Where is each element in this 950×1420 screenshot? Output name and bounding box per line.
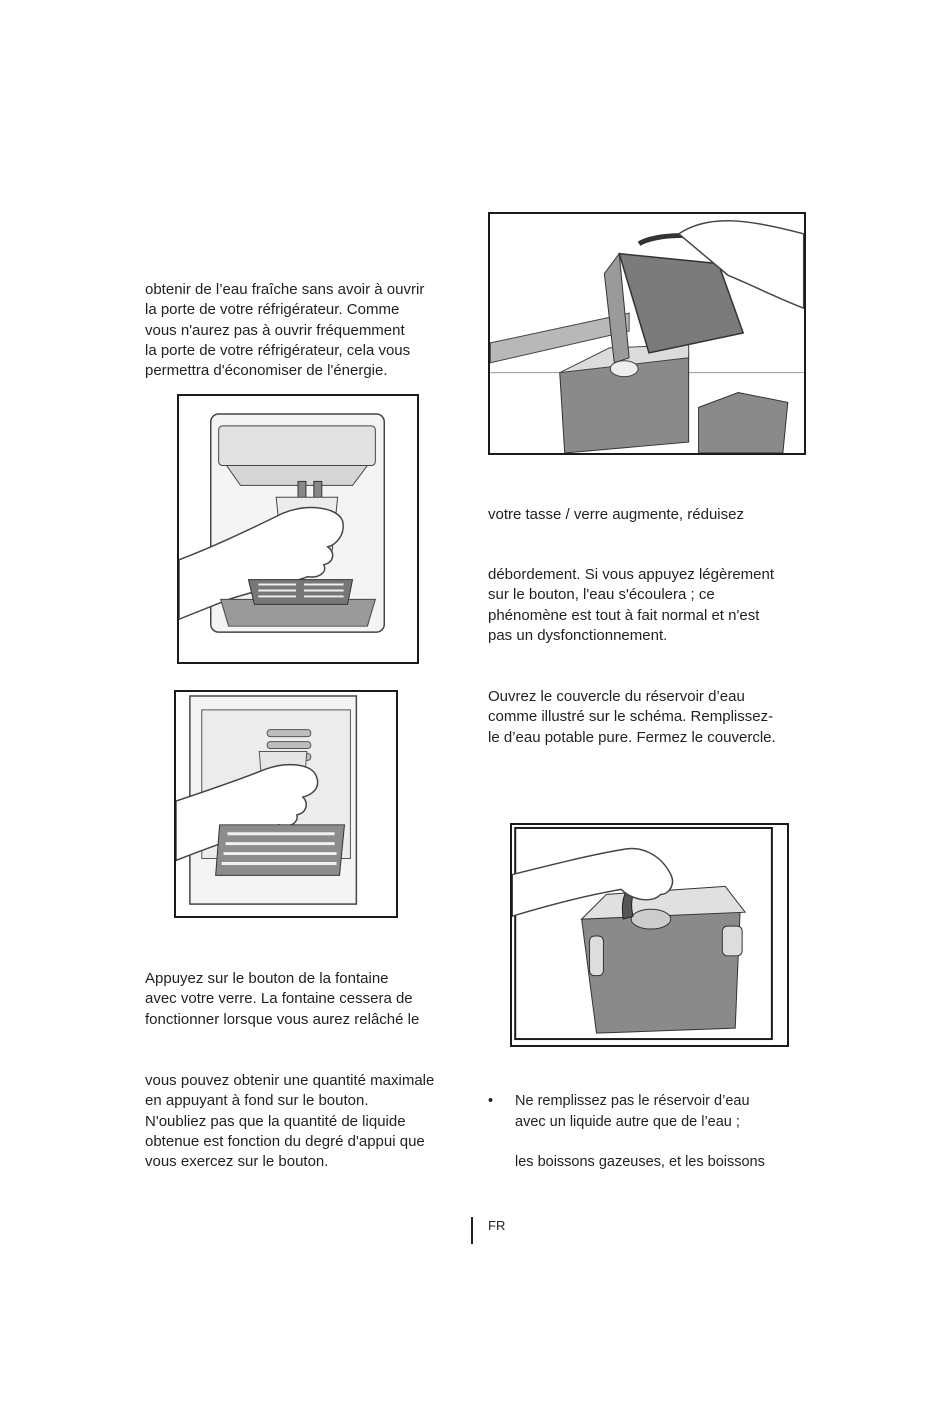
water-only-bullet [488, 1091, 750, 1133]
text-line: phénomène est tout à fait normal et n'est [488, 606, 760, 624]
text-line: pas un dysfonctionnement. [488, 626, 668, 644]
pitcher-filling-illustration [488, 212, 806, 455]
dispenser-alt-illustration [174, 690, 398, 918]
text-line: le d’eau potable pure. Fermez le couvercle. [488, 728, 776, 746]
text-line: sur le bouton, l'eau s'écoulera ; ce [488, 586, 715, 604]
overflow-paragraph [488, 565, 774, 646]
text-line: Ouvrez le couvercle du réservoir d’eau [488, 688, 745, 705]
text-line: obtenir de l’eau fraîche sans avoir à ouvrir [145, 281, 425, 298]
language-code: FR [488, 1218, 506, 1233]
text-line: obtenue est fonction du degré d'appui que [145, 1132, 425, 1150]
footer-divider [471, 1217, 473, 1244]
text-line: permettra d'économiser de l'énergie. [145, 362, 388, 380]
text-line: Appuyez sur le bouton de la fontaine [145, 970, 389, 987]
text-line: la porte de votre réfrigérateur. Comme [145, 301, 400, 319]
text-line: vous exercez sur le bouton. [145, 1153, 329, 1171]
quantity-paragraph [145, 1071, 434, 1172]
intro-paragraph [145, 280, 424, 381]
text-line: comme illustré sur le schéma. Remplissez- [488, 708, 774, 726]
text-line: vous pouvez obtenir une quantité maximale [145, 1072, 435, 1089]
text-line: débordement. Si vous appuyez légèrement [488, 566, 775, 583]
bullet-marker: • [488, 1093, 494, 1109]
cup-line: votre tasse / verre augmente, réduisez [488, 506, 744, 523]
dispenser-glass-illustration [177, 394, 419, 664]
text-line: avec votre verre. La fontaine cessera de [145, 990, 413, 1008]
button-paragraph [145, 969, 419, 1030]
text-line: N'oubliez pas que la quantité de liquide [145, 1112, 406, 1130]
text-line: en appuyant à fond sur le bouton. [145, 1092, 369, 1110]
text-line: vous n'aurez pas à ouvrir fréquemment [145, 321, 405, 339]
text-line: avec un liquide autre que de l’eau ; [515, 1114, 740, 1130]
text-line: Ne remplissez pas le réservoir d’eau [515, 1093, 750, 1109]
reservoir-lid-illustration [510, 823, 789, 1047]
text-line: la porte de votre réfrigérateur, cela vous [145, 341, 411, 359]
fill-paragraph [488, 687, 776, 748]
text-line: fonctionner lorsque vous aurez relâché le [145, 1010, 420, 1028]
drinks-line: les boissons gazeuses, et les boissons [515, 1154, 765, 1170]
